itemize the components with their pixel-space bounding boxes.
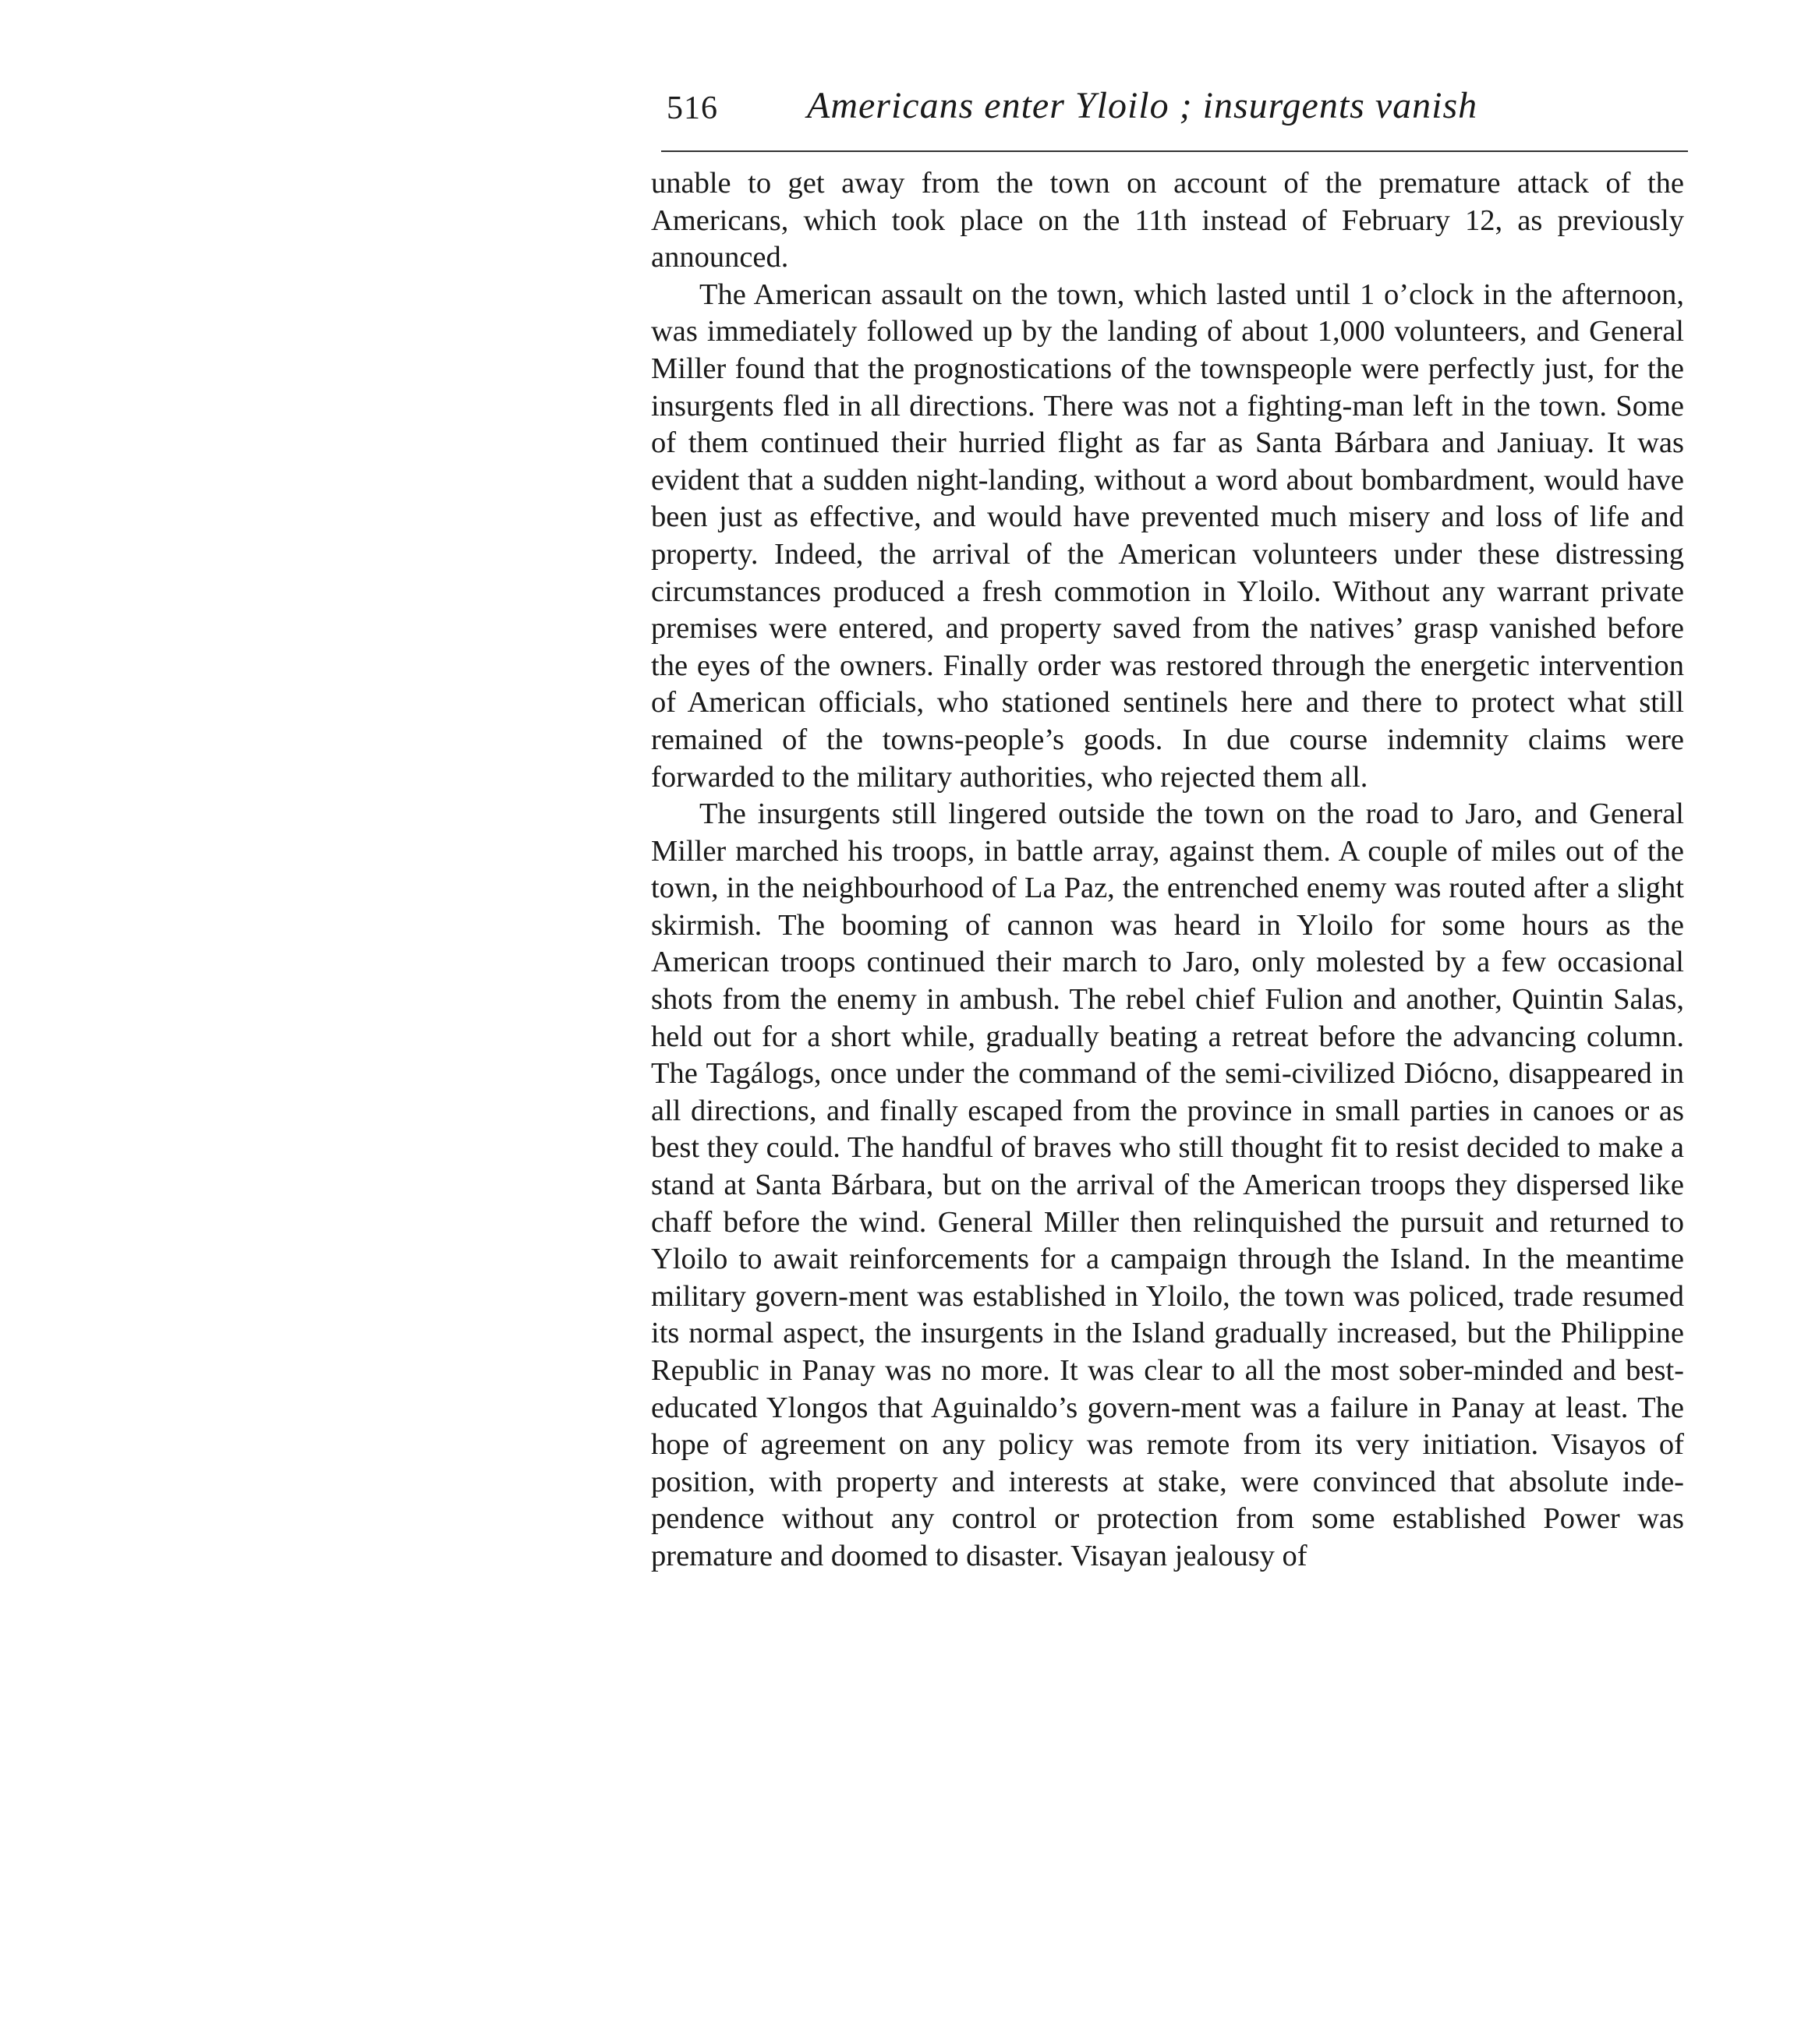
running-head <box>667 87 1688 142</box>
running-title: Americans enter Yloilo ; insurgents vanish <box>807 85 1478 126</box>
header-rule <box>661 150 1688 152</box>
body-text <box>651 165 1684 1575</box>
paragraph-insurgents-lingered: The insurgents still lingered outside the town on the road to Jaro, and General Miller marched his troops, in battle array, against them. A couple of miles out of the town, in the neighbourhood of La Paz, the entrenched enemy was routed after a slight skirmish. The booming of cannon was heard in Yloilo for some hours as the American troops continued their march to Jaro, only molested by a few occasional shots from the enemy in ambush. The rebel chief Fulion and another, Quintin Salas, held out for a short while, gradually beating a retreat before the advancing column. The Tagálogs, once under the command of the semi-civilized Diócno, disappeared in all directions, and finally escaped from the province in small parties in canoes or as best they could. The handful of braves who still thought fit to resist decided to make a stand at Santa Bárbara, but on the arrival of the American troops they dispersed like chaff before the wind. General Miller then relinquished the pursuit and returned to Yloilo to await reinforcements for a campaign through the Island. In the meantime military govern-ment was established in Yloilo, the town was policed, trade resumed its normal aspect, the insurgents in the Island gradually increased, but the Philippine Republic in Panay was no more. It was clear to all the most sober-minded and best-educated Ylongos that Aguinaldo’s govern-ment was a failure in Panay at least. The hope of agreement on any policy was remote from its very initiation. Visayos of position, with property and interests at stake, were convinced that absolute inde-pendence without any control or protection from some established Power was premature and doomed to disaster. Visayan jealousy of <box>651 797 1684 1572</box>
page-number: 516 <box>667 90 718 126</box>
paragraph-continued: unable to get away from the town on account of the premature attack of the Americans, which took place on the 11th instead of February 12, as previously announced. <box>651 167 1684 274</box>
paragraph-american-assault: The American assault on the town, which lasted until 1 o’clock in the afternoon, was immediately followed up by the landing of about 1,000 volunteers, and General Miller found that the prognostications of the townspeople were perfectly just, for the insurgents fled in all directions. There was not a fighting-man left in the town. Some of them continued their hurried flight as far as Santa Bárbara and Janiuay. It was evident that a sudden night-landing, without a word about bombardment, would have been just as effective, and would have prevented much misery and loss of life and property. Indeed, the arrival of the American volunteers under these distressing circumstances produced a fresh commotion in Yloilo. Without any warrant private premises were entered, and property saved from the natives’ grasp vanished before the eyes of the owners. Finally order was restored through the energetic intervention of American officials, who stationed sentinels here and there to protect what still remained of the towns-people’s goods. In due course indemnity claims were forwarded to the military authorities, who rejected them all. <box>651 278 1684 794</box>
